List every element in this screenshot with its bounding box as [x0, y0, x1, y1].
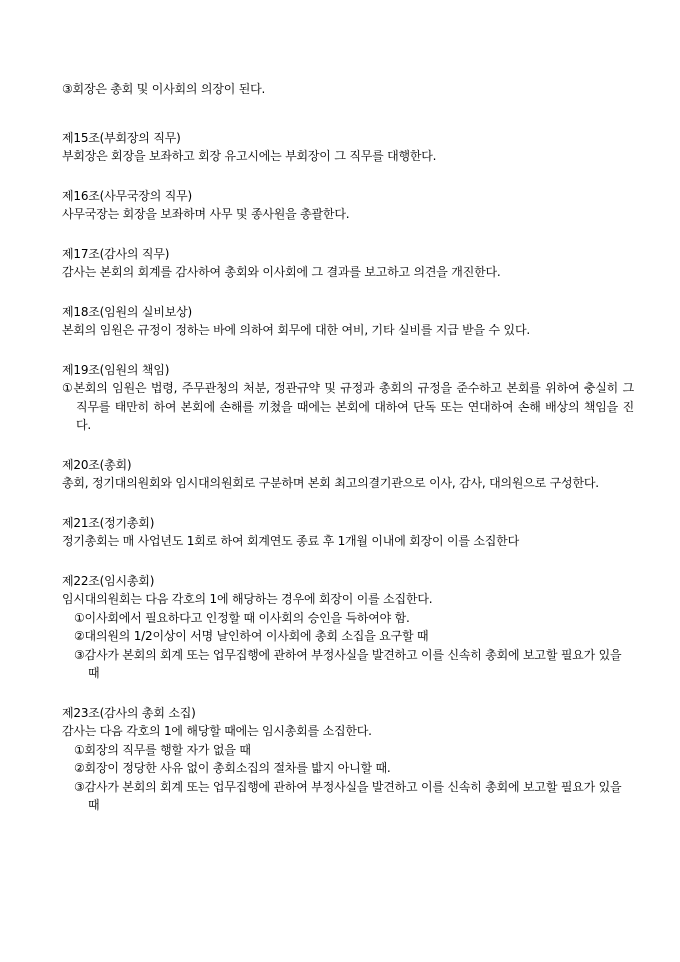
article-body: 부회장은 회장을 보좌하고 회장 유고시에는 부회장이 그 직무를 대행한다. [62, 149, 437, 163]
list-item: ①이사회에서 필요하다고 인정할 때 이사회의 승인을 득하여야 함. [74, 610, 410, 625]
article-heading: 제15조(부회장의 직무) [62, 130, 181, 145]
article-body: 감사는 본회의 회계를 감사하여 총회와 이사회에 그 결과를 보고하고 의견을 개진한다. [62, 265, 501, 279]
article-body: 정기총회는 매 사업년도 1회로 하여 회계연도 종료 후 1개월 이내에 회장이 이를 소집한다 [62, 534, 519, 548]
list-item: ②대의원의 1/2이상이 서명 날인하여 이사회에 총회 소집을 요구할 때 [74, 629, 429, 643]
document-page [62, 80, 634, 836]
article-14-item-3 [62, 80, 634, 99]
list-item: ②회장이 정당한 사유 없이 총회소집의 절차를 밟지 아니할 때. [74, 761, 391, 775]
article-18 [62, 303, 634, 340]
article-body: ①본회의 임원은 법령, 주무관청의 처분, 정관규약 및 규정과 총회의 규정을 준수하고 본회를 위하여 충실히 그 직무를 태만히 하여 본회에 손해를 끼쳤을 때에는 본회에 대하여 단독 또는 연대하여 손해 배상의 책임을 진다. [62, 381, 634, 432]
article-body: 임시대의원회는 다음 각호의 1에 해당하는 경우에 회장이 이를 소집한다. [62, 592, 433, 606]
article-heading: 제18조(임원의 실비보상) [62, 304, 192, 319]
article-body: 감사는 다음 각호의 1에 해당할 때에는 임시총회를 소집한다. [62, 724, 372, 738]
article-23 [62, 704, 634, 815]
article-20 [62, 456, 634, 493]
list-item: ①회장의 직무를 행할 자가 없을 때 [74, 742, 251, 757]
article-17 [62, 245, 634, 282]
article-heading: 제20조(총회) [62, 457, 132, 472]
article-15 [62, 129, 634, 166]
article-19 [62, 361, 634, 435]
article-heading: 제19조(임원의 책임) [62, 362, 170, 377]
article-heading: 제22조(임시총회) [62, 573, 155, 588]
article-body: 총회, 정기대의원회와 임시대의원회로 구분하며 본회 최고의결기관으로 이사, 감사, 대의원으로 구성한다. [62, 476, 599, 490]
article-21 [62, 514, 634, 551]
article-body: 사무국장는 회장을 보좌하며 사무 및 종사원을 총괄한다. [62, 207, 350, 221]
article-22 [62, 572, 634, 683]
article-16 [62, 187, 634, 224]
list-item: ③감사가 본회의 회계 또는 업무집행에 관하여 부정사실을 발견하고 이를 신속히 총회에 보고할 필요가 있을 때 [74, 647, 622, 680]
article-body: 본회의 임원은 규정이 정하는 바에 의하여 회무에 대한 여비, 기타 실비를 지급 받을 수 있다. [62, 323, 530, 337]
article-heading: 제16조(사무국장의 직무) [62, 188, 192, 203]
article-heading: 제17조(감사의 직무) [62, 246, 170, 261]
list-item: ③감사가 본회의 회계 또는 업무집행에 관하여 부정사실을 발견하고 이를 신속히 총회에 보고할 필요가 있을 때 [74, 779, 622, 812]
lead-item-text: ③회장은 총회 및 이사회의 의장이 된다. [62, 82, 266, 96]
article-heading: 제21조(정기총회) [62, 515, 155, 530]
article-heading: 제23조(감사의 총회 소집) [62, 705, 196, 720]
